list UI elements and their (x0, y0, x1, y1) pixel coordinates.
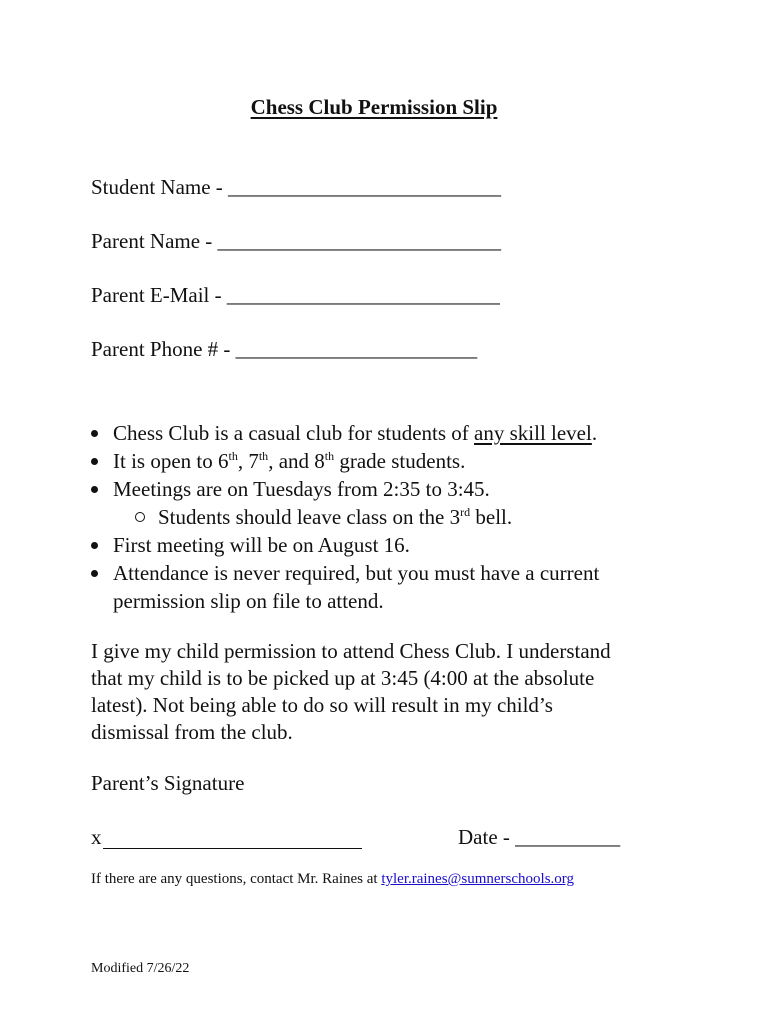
sub-bullet-icon (135, 512, 145, 522)
signature-line[interactable] (103, 848, 362, 849)
list-item: It is open to 6th, 7th, and 8th grade students. (91, 447, 711, 475)
signature-x-mark: x (91, 825, 102, 849)
skill-level-emphasis: any skill level (474, 421, 592, 445)
bullet-icon (91, 486, 98, 493)
permission-statement: I give my child permission to attend Chess Club. I understand that my child is to be picked up at 3:45 (4:00 at the absolute latest). Not being able to do so will result in my child’s dismissal from the club. (91, 639, 611, 744)
info-bullet-list (91, 419, 711, 615)
list-item: Meetings are on Tuesdays from 2:35 to 3:45. (91, 475, 711, 503)
parent-name-field[interactable]: Parent Name - ___________________________ (91, 229, 502, 253)
list-item: Chess Club is a casual club for students of any skill level. (91, 419, 711, 447)
page-title: Chess Club Permission Slip (250, 95, 498, 119)
date-field[interactable]: Date - __________ (458, 825, 621, 849)
contact-line: If there are any questions, contact Mr. Raines at tyler.raines@sumnerschools.org (91, 871, 574, 887)
list-item: Attendance is never required, but you must have a current permission slip on file to attend. (91, 559, 711, 615)
bullet-icon (91, 430, 98, 437)
list-item: First meeting will be on August 16. (91, 531, 711, 559)
bullet-icon (91, 542, 98, 549)
bullet-icon (91, 458, 98, 465)
modified-date: Modified 7/26/22 (91, 961, 190, 976)
signature-label: Parent’s Signature (91, 771, 245, 795)
parent-phone-field[interactable]: Parent Phone # - _______________________ (91, 337, 478, 361)
list-item: Students should leave class on the 3rd bell. (91, 503, 711, 531)
bullet-icon (91, 570, 98, 577)
contact-email-link[interactable]: tyler.raines@sumnerschools.org (381, 871, 574, 887)
parent-email-field[interactable]: Parent E-Mail - __________________________ (91, 283, 500, 307)
student-name-field[interactable]: Student Name - __________________________ (91, 175, 502, 199)
